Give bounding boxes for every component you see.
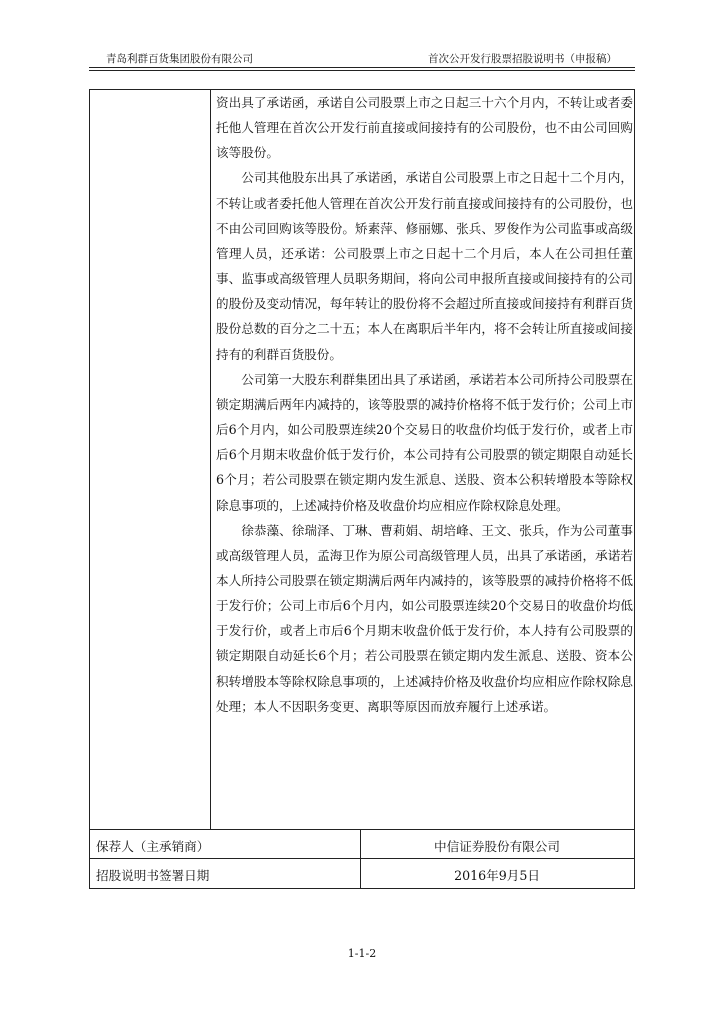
- sponsor-value: 中信证券股份有限公司: [434, 839, 560, 854]
- header-document-title: 首次公开发行股票招股说明书（申报稿）: [428, 53, 617, 65]
- lockup-commitment-text: [216, 90, 633, 719]
- paragraph: 公司第一大股东利群集团出具了承诺函，承诺若本公司所持公司股票在锁定期满后两年内减持的，该等股票的减持价格将不低于发行价；公司上市后6个月内，如公司股票连续20个交易日的收盘价均低于发行价，或者上市后6个月期末收盘价低于发行价，本公司持有公司股票的锁定期限自动延长6个月；若公司股票在锁定期内发生派息、送股、资本公积转增股本等除权除息事项的，上述减持价格及收盘价均应相应作除权除息处理。: [216, 371, 633, 513]
- paragraph: 公司其他股东出具了承诺函，承诺自公司股票上市之日起十二个月内，不转让或者委托他人管理在首次公开发行前直接或间接持有的公司股份，也不由公司回购该等股份。矫素萍、修丽娜、张兵、罗俊作为公司监事或高级管理人员，还承诺：公司股票上市之日起十二个月后，本人在公司担任董事、监事或高级管理人员职务期间，将向公司申报所直接或间接持有的公司的股份及变动情况，每年转让的股份将不会超过所直接或间接持有利群百货股份总数的百分之二十五；本人在离职后半年内，将不会转让所直接或间接持有的利群百货股份。: [216, 170, 633, 362]
- info-table: [89, 89, 635, 889]
- sponsor-label: 保荐人（主承销商）: [96, 839, 210, 854]
- header-company-name: 青岛利群百货集团股份有限公司: [106, 53, 253, 65]
- signing-date-label: 招股说明书签署日期: [96, 868, 210, 883]
- header-rule-bottom: [89, 70, 635, 71]
- page-header: [89, 49, 635, 67]
- page-number: 1-1-2: [347, 947, 377, 960]
- paragraph: 徐恭藻、徐瑞泽、丁琳、曹莉娟、胡培峰、王文、张兵，作为公司董事或高级管理人员，孟海卫作为原公司高级管理人员，出具了承诺函，承诺若本人所持公司股票在锁定期满后两年内减持的，该等股票的减持价格将不低于发行价；公司上市后6个月内，如公司股票连续20个交易日的收盘价均低于发行价，或者上市后6个月期末收盘价低于发行价，本人持有公司股票的锁定期限自动延长6个月；若公司股票在锁定期内发生派息、送股、资本公积转增股本等除权除息事项的，上述减持价格及收盘价均应相应作除权除息处理；本人不因职务变更、离职等原因而放弃履行上述承诺。: [216, 522, 633, 714]
- signing-date-value: 2016年9月5日: [454, 868, 540, 883]
- row-divider: [90, 829, 634, 830]
- header-rule-top: [89, 67, 635, 68]
- column-divider: [210, 90, 211, 829]
- paragraph: 资出具了承诺函，承诺自公司股票上市之日起三十六个月内，不转让或者委托他人管理在首次公开发行前直接或间接持有的公司股份，也不由公司回购该等股份。: [216, 95, 633, 161]
- row-divider: [90, 858, 634, 859]
